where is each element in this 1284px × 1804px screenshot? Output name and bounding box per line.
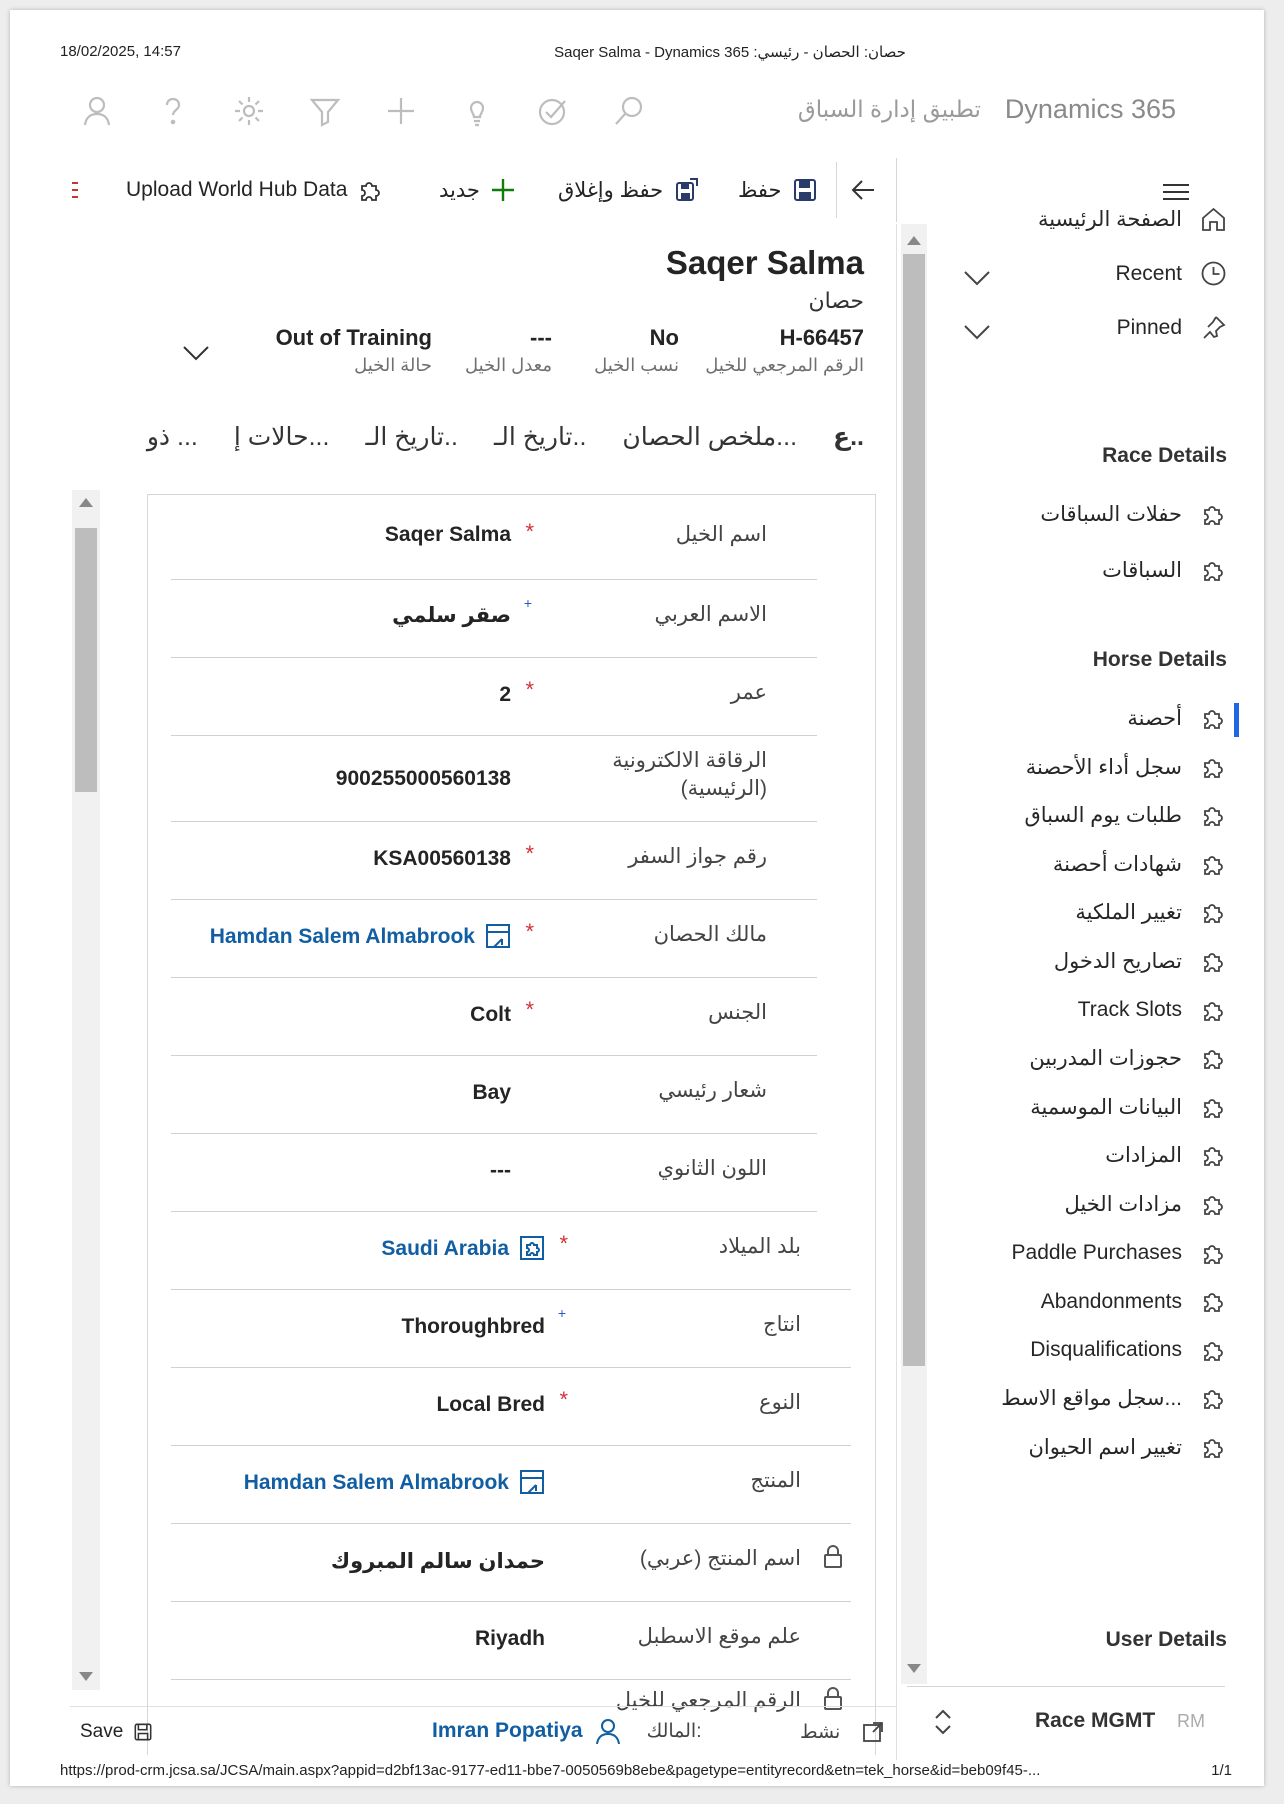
nav-pinned[interactable]	[1117, 314, 1227, 341]
puzzle-icon	[1200, 851, 1227, 878]
nav-horse-item[interactable]	[1024, 802, 1227, 829]
field-label: اسم الخيل	[675, 523, 767, 546]
nav-horse-item[interactable]	[1028, 1434, 1227, 1461]
site-map	[907, 156, 1227, 1684]
field-label: الجنس	[708, 1001, 767, 1024]
puzzle-icon	[1200, 1434, 1227, 1461]
field-label: النوع	[759, 1391, 801, 1414]
nav-item-label: Abandonments	[1040, 1289, 1182, 1313]
field-label: الاسم العربي	[654, 603, 767, 626]
nav-item-label: تغيير الملكية	[1075, 901, 1182, 925]
new-label: جديد	[439, 178, 480, 202]
save-close-label: حفظ وإغلاق	[558, 178, 664, 202]
print-datetime: 18/02/2025, 14:57	[60, 43, 181, 60]
nav-item-label: Track Slots	[1077, 998, 1182, 1022]
required-marker: *	[525, 841, 534, 866]
save-button[interactable]	[738, 156, 818, 224]
nav-selected-indicator	[1234, 703, 1239, 737]
header-field-value: H-66457	[779, 325, 864, 350]
nav-horse-item[interactable]	[1127, 705, 1227, 732]
field-value-primary-color[interactable]: Bay	[472, 1081, 511, 1104]
print-page-number: 1/1	[1211, 1762, 1232, 1779]
field-label: شعار رئيسي	[658, 1079, 767, 1102]
nav-item-label: حفلات السباقات	[1040, 503, 1182, 526]
field-value-sex[interactable]: Colt	[470, 1003, 511, 1026]
form-scrollbar[interactable]	[72, 490, 100, 1690]
nav-home-label: الصفحة الرئيسية	[1037, 208, 1182, 231]
field-label: بلد الميلاد	[718, 1235, 801, 1258]
nav-item-label: أحصنة	[1127, 707, 1182, 730]
field-row-owner	[171, 899, 817, 978]
nav-horse-item[interactable]	[1041, 1288, 1227, 1315]
header-field-status	[276, 325, 432, 376]
area-switcher[interactable]	[907, 1686, 1225, 1755]
puzzle-icon	[1200, 705, 1227, 732]
puzzle-icon	[357, 177, 383, 203]
user-icon[interactable]	[80, 94, 114, 128]
record-entity: حصان	[808, 288, 864, 313]
puzzle-icon	[1200, 948, 1227, 975]
area-initials: RM	[1177, 1711, 1205, 1731]
field-row-microchip	[171, 735, 817, 822]
field-label: المنتج	[750, 1469, 801, 1492]
puzzle-icon	[1200, 1288, 1227, 1315]
footer-owner	[432, 1717, 702, 1745]
nav-item-label: سجل أداء الأحصنة	[1025, 755, 1182, 779]
header-field-pedigree	[594, 325, 679, 376]
lookup-record-icon	[485, 923, 511, 949]
nav-pinned-label: Pinned	[1116, 315, 1182, 339]
form-footer	[70, 1706, 896, 1761]
upload-world-hub-button[interactable]	[126, 156, 383, 224]
nav-horse-item[interactable]	[1065, 1191, 1228, 1218]
plus-icon[interactable]	[384, 94, 418, 128]
area-name: Race MGMT	[1035, 1709, 1156, 1732]
puzzle-icon	[1200, 1142, 1227, 1169]
required-marker: *	[525, 677, 534, 702]
field-row-breeder-arabic	[171, 1523, 851, 1602]
help-icon[interactable]	[156, 94, 190, 128]
puzzle-icon	[1200, 1191, 1227, 1218]
required-marker: *	[525, 919, 534, 944]
overflow-command[interactable]	[70, 156, 96, 224]
field-value-secondary-color[interactable]: ---	[490, 1159, 511, 1182]
required-marker: *	[559, 1387, 568, 1412]
field-row-age	[171, 657, 817, 736]
command-bar	[70, 156, 896, 224]
chevron-down-icon	[963, 322, 991, 342]
nav-item-label: تصاريح الدخول	[1053, 950, 1182, 973]
nav-recent-label: Recent	[1115, 261, 1182, 285]
tab-general[interactable]: ع..	[833, 423, 864, 451]
field-value-breed[interactable]: Thoroughbred	[401, 1315, 545, 1338]
owner-name-link[interactable]: Imran Popatiya	[432, 1719, 583, 1742]
search-icon[interactable]	[612, 94, 646, 128]
nav-item-label: شهادات أحصنة	[1052, 852, 1182, 876]
print-url: https://prod-crm.jcsa.sa/JCSA/main.aspx?appid=d2bf13ac-9177-ed11-bbe7-0050569b8ebe&pagetype=entityrecord&etn=tek_horse&id=beb09f45-...	[60, 1762, 1041, 1779]
required-marker: *	[559, 1231, 568, 1256]
pin-icon	[1200, 314, 1227, 341]
lock-icon	[823, 1545, 843, 1569]
plus-icon	[490, 177, 516, 203]
field-row-sex	[171, 977, 817, 1056]
upload-label: Upload World Hub Data	[126, 178, 348, 201]
nav-recent[interactable]	[1115, 260, 1227, 287]
nav-item-label: طلبات يوم السباق	[1024, 804, 1182, 828]
field-value-horse-name[interactable]: Saqer Salma	[384, 523, 511, 546]
tab-history-1[interactable]: تاريخ الـ..	[493, 423, 587, 451]
home-icon	[1200, 206, 1227, 233]
field-label: الرقاقة الالكترونية (الرئيسية)	[612, 749, 767, 800]
puzzle-icon	[1200, 754, 1227, 781]
owner-label: المالك:	[646, 1720, 702, 1742]
puzzle-icon	[1200, 557, 1227, 584]
field-row-passport	[171, 821, 817, 900]
nav-item-label: تغيير اسم الحيوان	[1028, 1436, 1182, 1459]
puzzle-icon	[1200, 1385, 1227, 1412]
nav-race-item[interactable]	[1040, 501, 1227, 528]
record-title: Saqer Salma	[665, 244, 864, 281]
save-label: حفظ	[738, 178, 782, 202]
puzzle-icon	[1200, 501, 1227, 528]
nav-item-label: السباقات	[1102, 559, 1182, 582]
tab-cases[interactable]: حالات إ...	[233, 423, 330, 451]
field-value-breeder-link[interactable]: Hamdan Salem Almabrook	[243, 1471, 509, 1494]
field-row-birth-country	[171, 1211, 851, 1290]
nav-horse-item[interactable]	[1026, 754, 1227, 781]
save-and-close-button[interactable]	[558, 156, 699, 224]
nav-horse-item[interactable]	[1105, 1142, 1227, 1169]
field-value-age[interactable]: 2	[499, 683, 511, 706]
field-row-breeder	[171, 1445, 851, 1524]
nav-horse-item[interactable]	[1012, 1240, 1227, 1267]
field-row-primary-color	[171, 1055, 817, 1134]
top-toolbar	[80, 94, 646, 128]
tab-strip	[147, 422, 864, 452]
form-scrollbar-thumb[interactable]	[75, 528, 97, 792]
field-row-arabic-name	[171, 579, 817, 658]
record-status: نشط	[800, 1722, 841, 1743]
nav-item-label: المزادات	[1105, 1144, 1182, 1168]
nav-home[interactable]	[1038, 206, 1227, 233]
open-new-window-icon[interactable]	[862, 1721, 884, 1743]
chevron-up-down-icon	[933, 1709, 953, 1735]
field-value-passport[interactable]: KSA00560138	[373, 847, 511, 870]
nav-item-label: Paddle Purchases	[1011, 1241, 1182, 1265]
header-expand-button[interactable]	[182, 343, 210, 368]
field-row-type	[171, 1367, 851, 1446]
field-label: اللون الثانوي	[657, 1157, 767, 1180]
footer-save-label: Save	[80, 1721, 124, 1742]
field-value-birth-country-link[interactable]: Saudi Arabia	[381, 1237, 509, 1260]
hamburger-menu-icon[interactable]	[1162, 182, 1190, 202]
header-field-rating	[465, 325, 552, 376]
field-label: عمر	[730, 681, 767, 704]
field-value-stable-location[interactable]: Riyadh	[474, 1627, 545, 1650]
general-section	[147, 494, 876, 1755]
field-row-secondary-color	[171, 1133, 817, 1212]
back-button[interactable]	[850, 156, 876, 224]
app-name[interactable]: تطبيق إدارة السباق	[797, 96, 981, 122]
nav-horse-item[interactable]	[1030, 1337, 1227, 1364]
required-marker: *	[525, 997, 534, 1022]
nav-horse-item[interactable]	[1054, 948, 1227, 975]
nav-race-item[interactable]	[1102, 557, 1227, 584]
puzzle-icon	[1200, 899, 1227, 926]
field-value-type[interactable]: Local Bred	[436, 1393, 545, 1416]
recommended-marker: +	[557, 1305, 566, 1321]
header-field-ref	[705, 325, 864, 376]
field-row-breed	[171, 1289, 851, 1368]
tab-history-2[interactable]: تاريخ الـ..	[365, 423, 458, 451]
brand-name[interactable]: Dynamics 365	[1004, 94, 1176, 124]
puzzle-icon	[1200, 1337, 1227, 1364]
lightbulb-icon[interactable]	[460, 94, 494, 128]
nav-item-label: Disqualifications	[1030, 1338, 1182, 1362]
overflow-icon	[70, 177, 96, 203]
field-value-breeder-arabic: حمدان سالم المبروك	[330, 1550, 545, 1573]
chevron-down-icon	[963, 268, 991, 288]
puzzle-icon	[1200, 802, 1227, 829]
save-icon	[792, 177, 818, 203]
print-title: Saqer Salma - Dynamics 365 :حصان: الحصان - رئيسي	[554, 44, 906, 61]
puzzle-icon	[1200, 1240, 1227, 1267]
lookup-entity-icon	[519, 1235, 545, 1261]
field-label: مالك الحصان	[653, 923, 767, 946]
nav-horse-item[interactable]	[1030, 1094, 1227, 1121]
field-value-owner-link[interactable]: Hamdan Salem Almabrook	[209, 925, 475, 948]
user-icon	[595, 1717, 621, 1745]
recommended-marker: +	[523, 595, 532, 611]
new-button[interactable]	[439, 156, 516, 224]
filter-icon[interactable]	[308, 94, 342, 128]
app-brand	[798, 94, 1176, 125]
nav-group-user: User Details	[1105, 1628, 1227, 1651]
puzzle-icon	[1200, 1094, 1227, 1121]
arrow-left-icon	[850, 177, 876, 203]
nav-item-label: حجوزات المدربين	[1029, 1047, 1182, 1071]
tab-related[interactable]: ذو ...	[146, 423, 198, 451]
field-value-arabic-name[interactable]: صقر سلمي	[392, 604, 511, 627]
nav-item-label: البيانات الموسمية	[1030, 1095, 1182, 1119]
header-field-value: ---	[530, 325, 552, 350]
nav-group-race: Race Details	[1102, 444, 1227, 467]
header-field-label: حالة الخيل	[354, 355, 432, 375]
field-label: اسم المنتج (عربي)	[639, 1547, 801, 1570]
nav-horse-item[interactable]	[1053, 851, 1227, 878]
field-value-microchip[interactable]: 900255000560138	[335, 767, 511, 790]
recent-expand[interactable]	[963, 268, 991, 293]
field-label: علم موقع الاسطبل	[637, 1625, 801, 1648]
nav-horse-item[interactable]	[1075, 899, 1227, 926]
nav-group-horse: Horse Details	[1092, 648, 1227, 671]
field-row-stable-location	[171, 1601, 851, 1680]
nav-item-label: مزادات الخيل	[1064, 1193, 1182, 1216]
save-icon	[133, 1722, 153, 1742]
header-field-value: No	[649, 325, 679, 350]
field-row-name	[171, 495, 817, 580]
field-label: انتاج	[763, 1313, 801, 1336]
puzzle-icon	[1200, 1045, 1227, 1072]
header-field-value: Out of Training	[275, 325, 432, 350]
nav-horse-item[interactable]	[1029, 1045, 1227, 1072]
header-field-label: نسب الخيل	[594, 355, 679, 375]
required-marker: *	[525, 519, 534, 544]
chevron-down-icon	[182, 343, 210, 363]
field-label: الرقم المرجعي للخيل	[615, 1689, 801, 1712]
header-field-label: الرقم المرجعي للخيل	[705, 355, 864, 375]
nav-item-label: سجل مواقع الاسط...	[1001, 1387, 1182, 1411]
nav-horse-item[interactable]	[1078, 997, 1227, 1024]
settings-icon[interactable]	[232, 94, 266, 128]
header-field-label: معدل الخيل	[464, 355, 552, 375]
pinned-expand[interactable]	[963, 322, 991, 347]
lookup-record-icon	[519, 1469, 545, 1495]
save-close-icon	[673, 177, 699, 203]
puzzle-icon	[1200, 997, 1227, 1024]
field-label: رقم جواز السفر	[628, 845, 767, 868]
task-check-icon[interactable]	[536, 94, 570, 128]
nav-horse-item[interactable]	[1001, 1385, 1227, 1412]
tab-horse-summary[interactable]: ملخص الحصان...	[622, 423, 798, 451]
print-page	[10, 10, 1264, 1786]
clock-icon	[1200, 260, 1227, 287]
footer-save-button[interactable]	[80, 1721, 153, 1743]
